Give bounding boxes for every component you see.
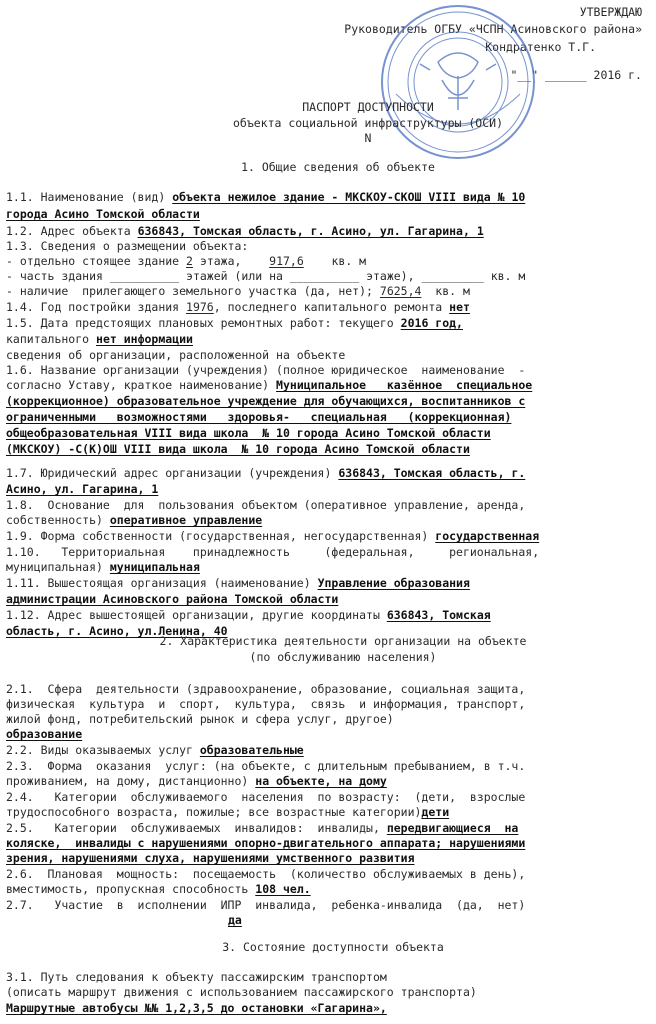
- value: 636843, Томская область, г. Асино, ул. Гагарина, 1: [137, 224, 484, 238]
- label: 1.5. Дата предстоящих плановых ремонтных работ: текущего: [6, 316, 394, 330]
- item-1-3-b: - часть здания __________ этажей (или на __________ этаже), _________ кв. м: [6, 269, 526, 283]
- item-3-1-b: (описать маршрут движения с использованием пассажирского транспорта): [6, 985, 477, 999]
- area: 917,6: [269, 254, 304, 268]
- item-2-5-b: [6, 836, 642, 851]
- label: 2.2. Виды оказываемых услуг: [6, 743, 193, 757]
- value: администрации Асиновского района Томской области: [6, 592, 339, 606]
- label: этаже),: [366, 269, 415, 283]
- unit: кв. м: [490, 269, 526, 283]
- value: 636843, Томская: [386, 608, 491, 622]
- item-1-6-v5: [6, 442, 642, 457]
- label: 1.4. Год постройки здания: [6, 300, 180, 314]
- value: государственная: [435, 529, 540, 543]
- item-1-11: [6, 576, 642, 591]
- approval-date: "__" ______ 2016 г.: [510, 68, 642, 82]
- value: дети: [421, 805, 450, 819]
- item-1-1-cont: [6, 207, 642, 222]
- label: 1.1. Наименование (вид): [6, 190, 166, 204]
- label: капитального: [6, 332, 90, 346]
- label: - часть здания: [6, 269, 103, 283]
- item-2-4: 2.4. Категории обслуживаемого населения по возрасту: (дети, взрослые: [6, 790, 526, 804]
- year: 1976: [186, 300, 214, 314]
- value: нет информации: [96, 332, 193, 346]
- item-1-12: [6, 608, 642, 623]
- item-2-5-c: [6, 851, 642, 866]
- value: муниципальная: [109, 560, 200, 574]
- item-1-1: [6, 190, 642, 205]
- value: общеобразовательная VIII вида школа № 10 города Асино Томской области: [6, 426, 491, 440]
- item-2-2: [6, 743, 642, 758]
- item-1-11-cont: [6, 592, 642, 607]
- value: (МКСКОУ) -С(К)ОШ VIII вида школа № 10 города Асино Томской области: [6, 442, 470, 456]
- value: да: [228, 913, 242, 927]
- label: - отдельно стоящее здание: [6, 254, 180, 268]
- value: передвигающиеся на: [386, 821, 519, 835]
- item-1-5-cont: [6, 332, 642, 347]
- label: этажа,: [199, 254, 242, 268]
- item-1-3-a: [6, 254, 642, 269]
- item-2-7-value: [6, 913, 642, 928]
- value: на объекте, на дому: [255, 774, 387, 788]
- passport-subtitle: объекта социальной инфраструктуры (ОСИ): [232, 116, 504, 130]
- item-1-6-v4: [6, 426, 642, 441]
- section-3-heading: 3. Состояние доступности объекта: [222, 940, 444, 954]
- value: коляске, инвалиды с нарушениями опорно-двигательного аппарата; нарушениями: [6, 836, 526, 850]
- label: 1.12. Адрес вышестоящей организации, другие координаты: [6, 608, 380, 622]
- label: 1.2. Адрес объекта: [6, 224, 131, 238]
- item-2-5: [6, 821, 642, 836]
- approval-name: Кондратенко Т.Г.: [485, 40, 596, 54]
- label: собственность): [6, 513, 103, 527]
- section-2-heading: 2. Характеристика деятельности организации на объекте: [159, 634, 527, 648]
- item-2-4-cont: [6, 805, 642, 820]
- value: Управление образования: [317, 576, 470, 590]
- value: образование: [6, 727, 83, 741]
- label: этажей (или на: [186, 269, 283, 283]
- value: нет: [449, 300, 470, 314]
- value: ограниченными возможностями здоровья- специальная (коррекционная): [6, 410, 512, 424]
- item-1-8: 1.8. Основание для пользования объектом (оперативное управление, аренда,: [6, 498, 526, 512]
- label: , последнего капитального ремонта: [213, 300, 443, 314]
- value: 2016 год,: [400, 316, 463, 330]
- item-2-1-value: [6, 727, 642, 742]
- value: (коррекционное) образовательное учреждение для обучающихся, воспитанников с: [6, 394, 526, 408]
- value: 636843, Томская область, г.: [338, 466, 526, 480]
- value: Асино, ул. Гагарина, 1: [6, 482, 159, 496]
- item-2-1-b: физическая культура и спорт, культура, связь и информация, транспорт,: [6, 697, 526, 711]
- label: 1.9. Форма собственности (государственная, негосударственная): [6, 529, 429, 543]
- item-1-10-cont: [6, 560, 642, 575]
- item-1-6: 1.6. Название организации (учреждения) (полное юридическое наименование -: [6, 363, 526, 377]
- item-1-6-cont: [6, 378, 642, 393]
- item-3-1-value: [6, 1001, 642, 1016]
- label: вместимость, пропускная способность: [6, 882, 249, 896]
- item-1-9: [6, 529, 642, 544]
- org-info-heading: сведения об организации, расположенной на объекте: [6, 348, 346, 362]
- value: города Асино Томской области: [6, 207, 200, 221]
- label: 2.5. Категории обслуживаемых инвалидов: инвалиды,: [6, 821, 380, 835]
- label: муниципальная): [6, 560, 103, 574]
- unit: кв. м: [331, 254, 367, 268]
- item-1-5: [6, 316, 642, 331]
- item-1-6-v3: [6, 410, 642, 425]
- value: область, г. Асино, ул.Ленина, 40: [6, 624, 228, 638]
- value: Маршрутные автобусы №№ 1,2,3,5 до остановки «Гагарина»,: [6, 1001, 387, 1015]
- item-1-7-cont: [6, 482, 642, 497]
- item-2-7: 2.7. Участие в исполнении ИПР инвалида, ребенка-инвалида (да, нет): [6, 898, 526, 912]
- value: объекта нежилое здание - МКСКОУ-СКОШ VIII вида № 10: [172, 190, 526, 204]
- label: - наличие прилегающего земельного участка (да, нет);: [6, 284, 373, 298]
- item-3-1: 3.1. Путь следования к объекту пассажирским транспортом: [6, 970, 387, 984]
- item-1-4: [6, 300, 642, 315]
- section-1-heading: 1. Общие сведения об объекте: [241, 160, 435, 174]
- item-1-6-v2: [6, 394, 642, 409]
- item-2-3: 2.3. Форма оказания услуг: (на объекте, с длительным пребыванием, в т.ч.: [6, 759, 526, 773]
- item-2-1: 2.1. Сфера деятельности (здравоохранение, образование, социальная защита,: [6, 682, 526, 696]
- item-1-8-cont: [6, 513, 642, 528]
- value: образовательные: [199, 743, 304, 757]
- label: согласно Уставу, краткое наименование): [6, 378, 270, 392]
- value: зрения, нарушениями слуха, нарушениями умственного развития: [6, 851, 415, 865]
- value: Муниципальное казённое специальное: [276, 378, 533, 392]
- value: оперативное управление: [109, 513, 263, 527]
- item-2-1-c: жилой фонд, потребительский рынок и сфера услуг, другое): [6, 712, 394, 726]
- item-2-6: 2.6. Плановая мощность: посещаемость (количество обслуживаемых в день),: [6, 867, 526, 881]
- label: проживанием, на дому, дистанционно): [6, 774, 249, 788]
- approval-label: УТВЕРЖДАЮ: [579, 5, 642, 19]
- passport-title: ПАСПОРТ ДОСТУПНОСТИ: [302, 100, 434, 114]
- value: 108 чел.: [255, 882, 311, 896]
- item-2-3-cont: [6, 774, 642, 789]
- section-2-subheading: (по обслуживанию населения): [249, 650, 437, 664]
- item-1-3: 1.3. Сведения о размещении объекта:: [6, 239, 249, 253]
- label: 1.7. Юридический адрес организации (учреждения): [6, 466, 332, 480]
- label: трудоспособного возраста, пожилые; все возрастные категории): [6, 805, 422, 819]
- approval-head: Руководитель ОГБУ «ЧСПН Асиновского района»: [344, 22, 642, 36]
- label: 1.11. Вышестоящая организация (наименование): [6, 576, 311, 590]
- item-2-6-cont: [6, 882, 642, 897]
- floors: 2: [186, 254, 193, 268]
- land-area: 7625,4: [379, 284, 422, 298]
- item-1-7: [6, 466, 642, 481]
- item-1-10: 1.10. Территориальная принадлежность (федеральная, региональная,: [6, 545, 540, 559]
- item-1-2: [6, 224, 642, 239]
- unit: кв. м: [435, 284, 470, 298]
- passport-number: N: [364, 131, 372, 145]
- item-1-3-c: [6, 284, 642, 299]
